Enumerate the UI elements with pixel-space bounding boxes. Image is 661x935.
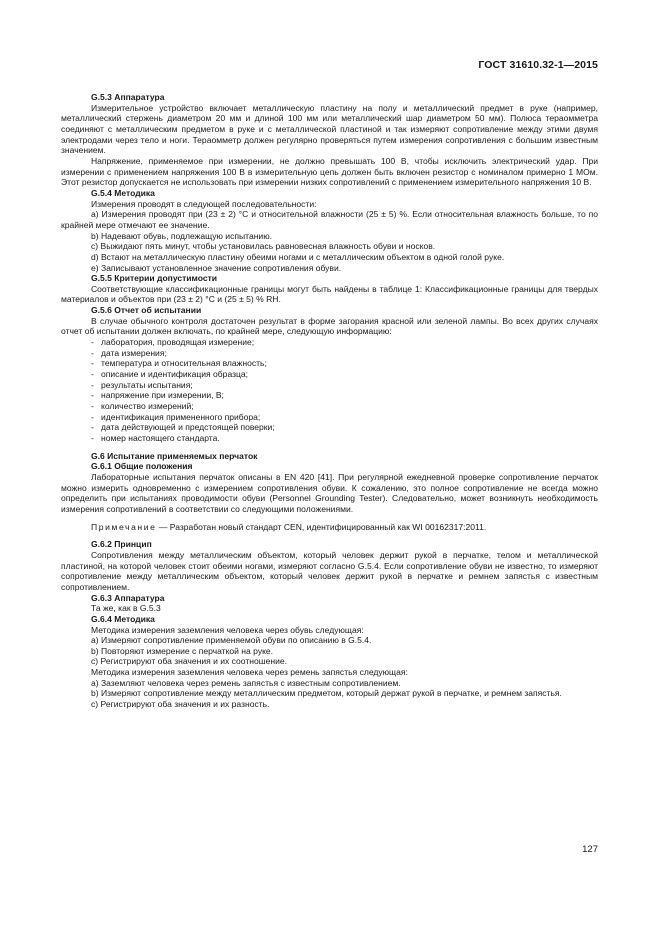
section-heading: G.5.6 Отчет об испытании: [91, 305, 202, 316]
list-item: - дата измерения;: [61, 348, 598, 359]
section-heading: G.5.3 Аппаратура: [91, 92, 165, 102]
list-item: c) Регистрируют оба значения и их разность.: [91, 699, 270, 710]
spacer: [61, 532, 598, 539]
section-heading: G.5.5 Критерии допустимости: [91, 273, 218, 284]
paragraph: Методика измерения заземления человека через ремень запястья следующая:: [91, 667, 408, 678]
list-item: - результаты испытания;: [61, 380, 598, 391]
list-item: b) Измеряют сопротивление между металлическим предметом, который держат рукой в перчатке, и ремнем запястья.: [91, 688, 562, 699]
list-item: c) Выжидают пять минут, чтобы установилась равновесная влажность обуви и носков.: [91, 241, 436, 252]
spacer: [61, 515, 598, 522]
list-item: - дата действующей и предстоящей поверки;: [61, 422, 598, 433]
note: [61, 522, 598, 533]
paragraph: Измерения проводят в следующей последовательности:: [91, 198, 317, 209]
list-item: b) Надевают обувь, подлежащую испытанию.: [91, 230, 272, 241]
paragraph: В случае обычного контроля достаточен результат в форме загорания красной или зеленой лампы. Во всех других случаях отчет об испытании должен включать, по крайней мере, следующую информацию:: [61, 315, 598, 337]
section-heading: G.6.1 Общие положения: [91, 461, 193, 472]
list-item: a) Измеряют сопротивление применяемой обуви по описанию в G.5.4.: [91, 635, 372, 646]
list-item: a) Измерения проводят при (23 ± 2) °С и относительной влажности (25 ± 5) %. Если относительная влажность больше, то по крайней мере отмечают ее значение.: [61, 209, 598, 230]
paragraph: Лабораторные испытания перчаток описаны в EN 420 [41]. При регулярной ежедневной проверке сопротивление перчаток можно измерить одновременно с измерением сопротивления обуви. К сожалению, это полное сопротивление не всегда можно определить при испытаниях проводимости обуви (Personnel Grounding Tester). Следовательно, может возникнуть необходимость измерения сопротивлений в соответствии со следующими положениями.: [61, 471, 598, 514]
list-item: e) Записывают установленное значение сопротивления обуви.: [91, 262, 342, 273]
list-item: - лаборатория, проводящая измерение;: [61, 337, 598, 348]
note-label: Примечание: [91, 521, 157, 532]
page-number: 127: [582, 844, 598, 855]
spacer: [61, 444, 598, 451]
paragraph: Та же, как в G.5.3: [91, 603, 161, 614]
page-content: [61, 92, 598, 710]
document-header: ГОСТ 31610.32-1—2015: [478, 59, 598, 71]
list-item: - идентификация примененного прибора;: [61, 412, 598, 423]
section-heading: G.6.3 Аппаратура: [91, 592, 165, 603]
section-heading: G.6.4 Методика: [91, 613, 155, 624]
paragraph: Напряжение, применяемое при измерении, не должно превышать 100 В, чтобы исключить электрический удар. При измерении с применением напряжения 100 В в измерительную цепь должен быть включен резистор с номиналом примерно 1 МОм. Этот резистор допускается не использовать при измерении низких сопротивлений с применением измерительного напряжения 10 В.: [61, 155, 598, 188]
paragraph: Методика измерения заземления человека через обувь следующая:: [91, 624, 364, 635]
list-item: c) Регистрируют оба значения и их соотношение.: [91, 656, 287, 667]
note-text: — Разработан новый стандарт CEN, идентифицированный как WI 00162317:2011.: [156, 521, 487, 532]
paragraph: Сопротивления между металлическим объектом, который человек держит рукой в перчатке, телом и металлической пластиной, на которой человек стоит обеими ногами, измеряют согласно G.5.4. Если сопротивление обуви не известно, то измеряют сопротивление между металлическим объектом, который человек держит рукой в перчатке и ремнем запястья с известным сопротивлением.: [61, 549, 598, 592]
paragraph: Соответствующие классификационные границы могут быть найдены в таблице 1: Классификационные границы для твердых материалов и объектов при (23 ± 2) °С и (25 ± 5) % RH.: [61, 283, 598, 305]
list-item: b) Повторяют измерение с перчаткой на руке.: [91, 645, 274, 656]
list-item: - номер настоящего стандарта.: [61, 433, 598, 444]
list-item: - количество измерений;: [61, 401, 598, 412]
paragraph: Измерительное устройство включает металлическую пластину на полу и металлический предмет в руке (например, металлический стержень диаметром 20 мм и длиной 100 мм или металлический шар диаметром 50 мм). Полюса тераомметра соединяют с металлическим предметом в руке и с металлической пластиной и так измеряют сопротивление между этими двумя электродами через тело и ноги. Тераомметр должен регулярно проверяться путем измерения сопротивления с большим известным значением.: [61, 102, 598, 156]
section-heading: G.5.4 Методика: [91, 187, 155, 198]
list-item: - описание и идентификация образца;: [61, 369, 598, 380]
section-heading: G.6 Испытание применяемых перчаток: [91, 450, 258, 461]
list-item: - напряжение при измерении, В;: [61, 390, 598, 401]
list-item: d) Встают на металлическую пластину обеими ногами и с металлическим объектом в одной голой руке.: [91, 251, 505, 262]
list-item: a) Заземляют человека через ремень запястья с известным сопротивлением.: [91, 677, 401, 688]
list-item: - температура и относительная влажность;: [61, 358, 598, 369]
section-heading: G.6.2 Принцип: [91, 539, 152, 550]
